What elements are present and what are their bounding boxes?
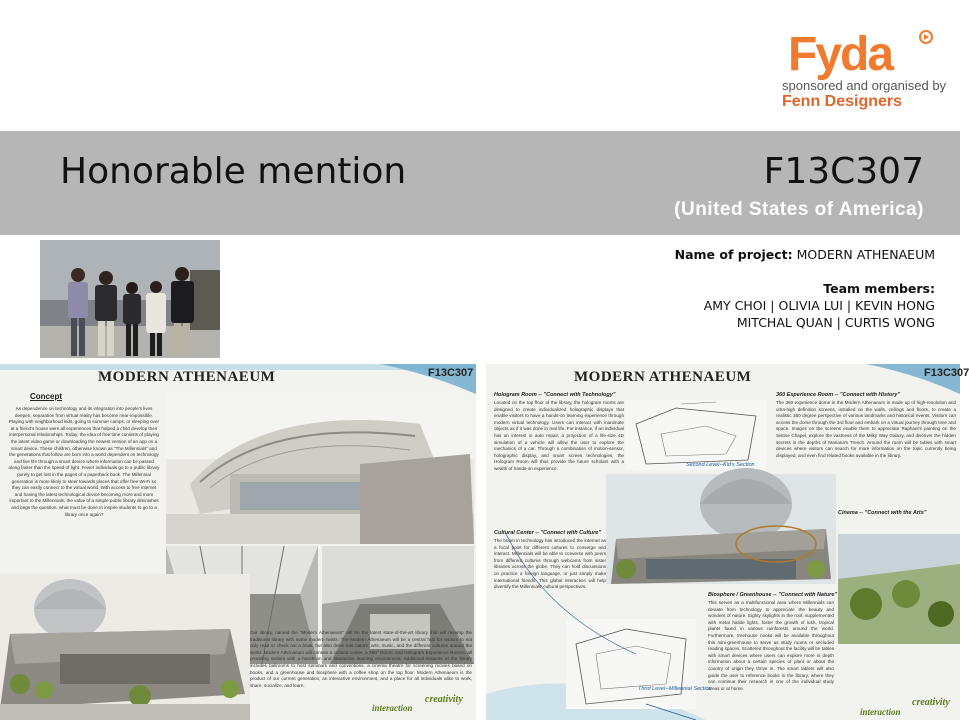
project-name-row — [575, 246, 935, 263]
fyda-logo-letters: Fyda — [788, 28, 893, 81]
biosphere-text: This serves as a multifunctional area where Millennials can deviate from technology to appreciate the beauty and wonders of nature. Eighty skylights in the roof, supplemented with metal halide lights, foster the growth of lush, tropical plants found in various rainforests around the world. Furthermore, treehouse nooks will be available throughout this mini-greenhouse to serve as study rooms or secluded reading spaces. Scattered throughout the facility will be tables with smart devices where users can explore more in depth information about a certain species of plant or about the country of origin they thrive in. The smart tablets will also guide the user to reference books in the library, where they can continue their research in one of the individual study areas or at home. — [708, 600, 834, 691]
panel-left-footer-creativity: creativity — [425, 694, 463, 705]
award-banner — [0, 131, 960, 235]
cultural-text: The boom in technology has introduced the internet as a focal point for different cultures to converge and interact. Millennials will be able to converse with peers from different cultures through webcams from sister libraries across the globe. They can hold discussions on practice a foreign language, or just simply make international friends. This global interaction will help diversify the Millennials' cultural perspectives. — [494, 538, 606, 590]
project-name-value: MODERN ATHENAEUM — [796, 247, 935, 262]
team-members-label: Team members: — [823, 281, 935, 296]
panel-left-title: MODERN ATHENAEUM — [98, 369, 276, 385]
concept-text: As dependence on technology and its integration into people's lives deepen, separation from virtual reality has become near-impossible. Playing with neighborhood kids, going to summer camps, or sleeping over at a friend's house were all experiences that helped a child develop their interpersonal relationships. Today, the idea of free time consists of playing the latest video game or downloading the newest version of an app on a smart device. These children, otherwise known as "The Millennials" and the generations that follow are born into a world dependent on technology and live life through a smart device where information can be passed along faster than the speed of light. Fewer individuals go to a public library purely to get lost in the pages of a paperback book. The Millennial generation is more likely to steer towards places that offer free Wi-Fi so they can easily connect to the virtual world. With access to free internet and having the latest technological device becoming more and more important to the Millennials, the value of a simple public library diminishes and begs the question, what must be done to inspire students to go to a library once again? — [8, 406, 160, 517]
entry-code: F13C307 — [763, 151, 924, 192]
library-description-text: Our library, named the "Modern Athenaeum" will be the latest state-of-the-art library that will revamp the traditional library with some modern twists. The Modern Athenaeum will be a central hub for visitors to not only read or check out a book, but also delve into nature, arts, music, and the different cultures around the world. Modern Athenaeum will contain a cultural center, a 360° Room, and Hologram Experience Rooms, all providing visitors with a hands-on and interactive learning environment. Additional features of the library includes ballrooms to host seminars and conventions, a cinema theatre for screening movies based on books, and a greenhouse and biosphere with a coffee shop on the top floor. Modern Athenaeum is the product of our current generation, an interactive environment, and a place for all individuals alike to work, share, socialize, and learn. — [250, 630, 472, 688]
team-photo — [40, 240, 220, 358]
room360-heading: 360 Experience Room -- "Connect with History" — [776, 392, 901, 398]
panel-right-footer-creativity: creativity — [912, 697, 950, 708]
logo-sponsor-text: sponsored and organised by — [782, 78, 947, 93]
cinema-heading: Cinema -- "Connect with the Arts" — [838, 510, 927, 516]
panel-right-footer-interaction: interaction — [860, 707, 901, 717]
millennial-section-caption: Third Level--Millennial Section — [638, 686, 712, 692]
presentation-panel-left — [0, 364, 476, 720]
presentation-panel-right — [486, 364, 969, 720]
entry-country: (United States of America) — [674, 199, 924, 220]
panel-right-code: F13C307 — [924, 367, 969, 379]
panel-left-footer-interaction: interaction — [372, 703, 413, 713]
panel-right-title: MODERN ATHENAEUM — [574, 369, 752, 385]
team-members-line-2: MITCHAL QUAN | CURTIS WONG — [736, 315, 935, 330]
logo-company-name: Fenn Designers — [782, 93, 903, 110]
project-name-label: Name of project: — [674, 247, 793, 262]
concept-heading: Concept — [30, 392, 62, 401]
hologram-text: Located on the top floor of the library, the hologram rooms are designed to create individualized holographic displays that enable visitors to have a hands-on learning experience through modern virtual technology. Users can interact with inanimate objects as if it was done in real life. For instance, if an individual has an interest in auto repair, a projection of a life-size 4D simulation of a vehicle will allow the user to explore the mechanics of a car. Through a combination of motion-sensor, holographic display, and smart screen technologies, the Hologram Room will thus provide the future scholars with a wealth of hands-on experience. — [494, 400, 624, 471]
kids-section-caption: Second Level--Kid's Section — [686, 462, 755, 468]
hologram-heading: Hologram Room -- "Connect with Technology" — [494, 392, 616, 398]
cultural-heading: Cultural Center -- "Connect with Culture" — [494, 530, 601, 536]
fyda-logo-mark — [786, 28, 934, 81]
team-members-line-1: AMY CHOI | OLIVIA LUI | KEVIN HONG — [703, 298, 935, 313]
panel-left-code: F13C307 — [428, 367, 474, 379]
biosphere-heading: Biosphere / Greenhouse -- "Connect with Nature" — [708, 592, 837, 598]
award-title: Honorable mention — [60, 151, 407, 192]
project-info — [575, 246, 935, 331]
fyda-logo — [782, 28, 947, 112]
room360-text: The 360 experience dome in the Modern Athenaeum is made up of high-resolution and ultra-high definition screens, installed on the walls, ceilings and floors, to create a realistic 360 degree perspective of various landmarks and historical events. Visitors can access the dome through the 3rd floor and embark on a virtual journey through time and space. Images on the screens enable them to appreciate Raphael's painting on the Sistine Chapel, explore the vastness of the Milky Way Galaxy, and discover the hidden secrets in the depths of Mariana's Trench. Around the room will be tables with smart devices where visitors can search for more information on the topic currently being displayed, and even find related books available in the library. — [776, 400, 956, 458]
team-photo-illustration — [40, 240, 220, 358]
